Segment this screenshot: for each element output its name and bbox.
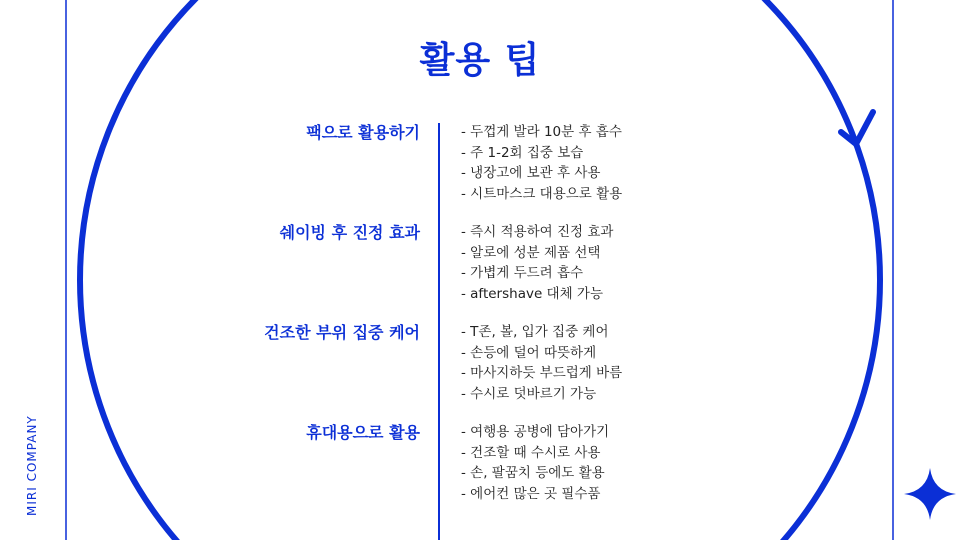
list-item: - 여행용 공병에 담아가기 [461,424,610,440]
section-heading: 건조한 부위 집중 케어 [264,323,420,342]
list-item: - 알로에 성분 제품 선택 [461,244,601,261]
section-item-list [461,322,622,404]
section-heading: 팩으로 활용하기 [306,123,420,142]
tip-section-after-shave [0,222,960,306]
list-item: - 수시로 덧바르기 가능 [461,385,597,402]
list-item: - 마사지하듯 부드럽게 바름 [461,365,623,381]
list-item: - 에어컨 많은 곳 필수품 [461,485,601,502]
tip-section-pack [0,122,960,206]
list-item: - 시트마스크 대용으로 활용 [461,185,623,202]
tip-section-dry-areas [0,322,960,406]
list-item: - T존, 볼, 입가 집중 케어 [461,324,609,340]
list-item: - aftershave 대체 가능 [461,285,604,302]
section-heading: 쉐이빙 후 진정 효과 [279,223,420,242]
list-item: - 손등에 덜어 따뜻하게 [461,344,597,361]
list-item: - 냉장고에 보관 후 사용 [461,165,601,181]
section-item-list [461,122,622,204]
section-item-list [461,222,613,304]
page-title: 활용 팁 [419,40,541,81]
brand-name: MIRI COMPANY [25,415,39,516]
tip-section-portable [0,422,960,506]
section-item-list [461,422,609,504]
list-item: - 손, 팔꿈치 등에도 활용 [461,465,605,481]
list-item: - 가볍게 두드려 흡수 [461,265,584,281]
list-item: - 건조할 때 수시로 사용 [461,444,601,461]
section-heading: 휴대용으로 활용 [306,423,420,442]
list-item: - 주 1-2회 집중 보습 [461,144,584,161]
list-item: - 두껍게 발라 10분 후 흡수 [461,124,622,140]
list-item: - 즉시 적용하여 진정 효과 [461,224,614,240]
